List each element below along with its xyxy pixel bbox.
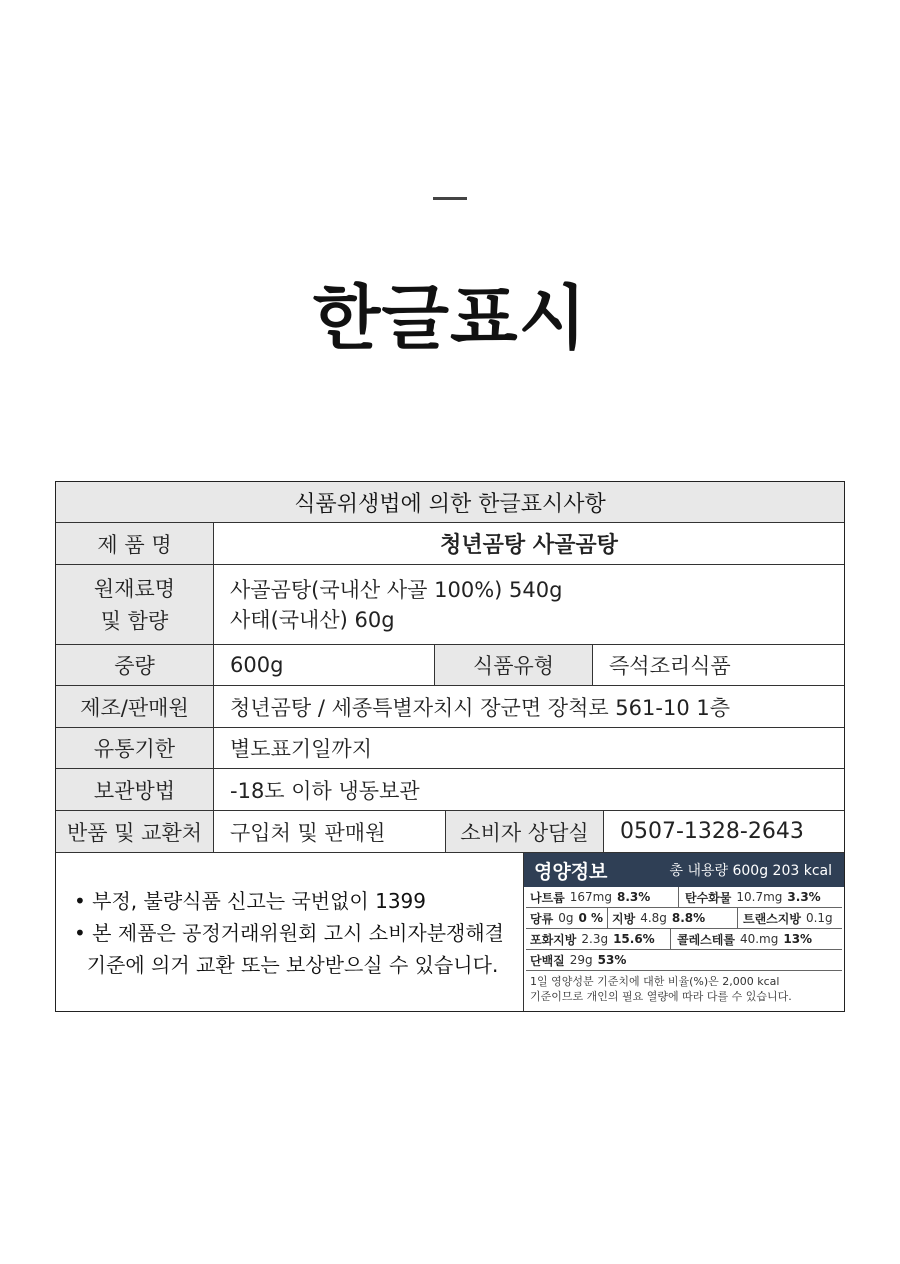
ingredients-value (214, 565, 844, 644)
page-title: 한글표시 (312, 277, 588, 359)
nutrient-sodium (526, 887, 679, 907)
table-row (56, 686, 844, 728)
nutrient-percent: 15.6% (613, 932, 655, 946)
nutrition-title: 영양정보 (534, 860, 608, 883)
notice-line: • 본 제품은 공정거래위원회 고시 소비자분쟁해결 (74, 921, 504, 945)
nutrition-footnote (524, 971, 844, 1004)
product-name-label: 제 품 명 (56, 523, 214, 564)
storage-value: -18도 이하 냉동보관 (230, 778, 420, 803)
nutrient-amount: 40.mg (739, 932, 779, 946)
nutrition-total: 총 내용량 600g 203 kcal (669, 863, 832, 879)
nutrient-protein (526, 950, 842, 970)
nutrient-name: 콜레스테롤 (677, 932, 735, 947)
nutrient-name: 나트륨 (530, 890, 565, 905)
nutrition-row (526, 908, 842, 929)
nutrient-amount: 4.8g (640, 911, 667, 925)
nutrient-amount: 2.3g (581, 932, 609, 946)
ingredients-line: 사태(국내산) 60g (230, 607, 395, 632)
nutrition-header (524, 853, 844, 887)
nutrient-cholesterol (671, 929, 842, 949)
nutrient-amount: 0g (558, 911, 574, 925)
storage-label: 보관방법 (56, 769, 214, 810)
weight-label: 중량 (56, 645, 214, 685)
nutrient-name: 탄수화물 (685, 890, 732, 905)
nutrient-amount: 0.1g (805, 911, 833, 925)
nutrient-name: 트랜스지방 (743, 911, 801, 926)
ingredients-label-line: 및 함량 (100, 608, 169, 633)
table-row (56, 728, 844, 769)
product-name-value: 청년곰탕 사골곰탕 (440, 533, 618, 558)
ingredients-label-line: 원재료명 (93, 576, 176, 601)
ingredients-line: 사골곰탕(국내산 사골 100%) 540g (230, 577, 563, 602)
nutrient-name: 당류 (530, 911, 554, 926)
table-row (56, 811, 844, 853)
notice-line: 기준에 의거 교환 또는 보상받으실 수 있습니다. (74, 953, 499, 977)
nutrient-percent: 53% (597, 953, 627, 967)
nutrient-sugars (526, 908, 608, 928)
return-value: 구입처 및 판매원 (214, 811, 446, 852)
nutrient-name: 포화지방 (530, 932, 577, 947)
maker-label: 제조/판매원 (56, 686, 214, 727)
nutrient-amount: 10.7mg (736, 890, 783, 904)
table-row (56, 565, 844, 645)
nutrient-trans-fat (738, 908, 842, 928)
notice-text (74, 885, 504, 981)
table-row (56, 769, 844, 811)
notice-line: • 부정, 불량식품 신고는 국번없이 1399 (74, 889, 426, 913)
nutrition-row (526, 950, 842, 971)
nutrient-amount: 29g (569, 953, 593, 967)
maker-value: 청년곰탕 / 세종특별자치시 장군면 장척로 561-10 1층 (230, 695, 731, 720)
nutrition-row (526, 887, 842, 908)
nutrient-carbs (679, 887, 842, 907)
nutrient-name: 지방 (612, 911, 636, 926)
nutrition-panel (523, 853, 844, 1011)
nutrient-percent: 13% (783, 932, 813, 946)
consult-label: 소비자 상담실 (446, 811, 604, 852)
nutrient-percent: 3.3% (787, 890, 821, 904)
nutrient-percent: 8.3% (617, 890, 651, 904)
nutrient-fat (608, 908, 738, 928)
footnote-line: 1일 영양성분 기준치에 대한 비율(%)은 2,000 kcal (530, 975, 780, 988)
nutrient-percent: 8.8% (671, 911, 706, 925)
return-label: 반품 및 교환처 (56, 811, 214, 852)
food-type-value: 즉석조리식품 (609, 654, 731, 678)
footnote-line: 기준이므로 개인의 필요 열량에 따라 다를 수 있습니다. (530, 990, 792, 1003)
food-type-label: 식품유형 (435, 645, 593, 685)
table-row (56, 523, 844, 565)
title-divider (433, 197, 467, 200)
nutrient-percent: 0 % (578, 911, 604, 925)
ingredients-label (56, 565, 214, 644)
expiry-label: 유통기한 (56, 728, 214, 768)
nutrient-amount: 167mg (569, 890, 612, 904)
weight-value: 600g (214, 645, 435, 685)
nutrient-saturated-fat (526, 929, 671, 949)
consult-value: 0507-1328-2643 (620, 819, 804, 844)
nutrition-row (526, 929, 842, 950)
table-title: 식품위생법에 의한 한글표시사항 (56, 482, 844, 523)
table-row (56, 645, 844, 686)
expiry-value: 별도표기일까지 (230, 737, 373, 761)
label-table (55, 481, 845, 1012)
notes-and-nutrition (56, 853, 844, 1011)
nutrient-name: 단백질 (530, 953, 565, 968)
